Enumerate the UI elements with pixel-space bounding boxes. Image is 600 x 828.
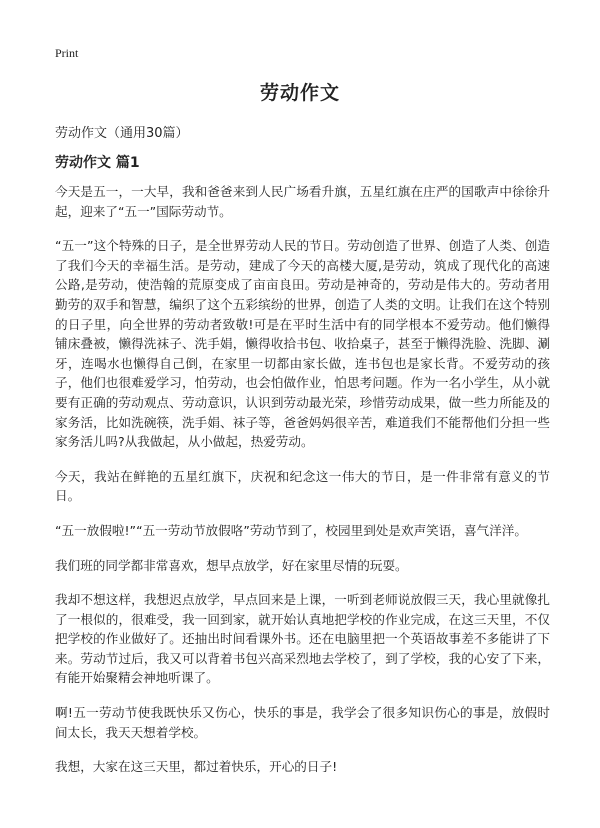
paragraph: “五一放假啦!”“五一劳动节放假咯”劳动节到了，校园里到处是欢声笑语，喜气洋洋。 (55, 522, 527, 538)
paragraph: 我想，大家在这三天里，都过着快乐，开心的日子! (55, 759, 338, 775)
article-title: 劳动作文 (259, 82, 340, 104)
paragraph: 今天是五一，一大早，我和爸爸来到人民广场看升旗，五星红旗在庄严的国歌声中徐徐升起，迎来了“五一”国际劳动节。 (55, 184, 550, 219)
paragraph: 啊!五一劳动节使我既快乐又伤心，快乐的事是，我学会了很多知识伤心的事是，放假时间太长，我天天想着学校。 (55, 705, 550, 740)
article-subtitle: 劳动作文（通用30篇） (55, 126, 189, 141)
paragraph: 我们班的同学都非常喜欢，想早点放学，好在家里尽情的玩耍。 (55, 557, 408, 573)
paragraph: “五一”这个特殊的日子，是全世界劳动人民的节日。劳动创造了世界、创造了人类、创造了我们今天的幸福生活。是劳动，建成了今天的高楼大厦,是劳动，筑成了现代化的高速公路,是劳动，使浩翰的荒原变成了亩亩良田。劳动是神奇的，劳动是伟大的。劳动者用勤劳的双手和智慧，编织了这个五彩缤纷的世界，创造了人类的文明。让我们在这个特别的日子里，向全世界的劳动者致敬!可是在平时生活中有的同学根本不爱劳动。他们懒得铺床叠被，懒得洗袜子、洗手娟，懒得收拾书包、收拾桌子，甚至于懒得洗脸、洗脚、涮牙，连喝水也懒得自己倒，在家里一切都由家长做，连书包也是家长背。不爱劳动的孩子，他们也很难爱学习，怕劳动，也会怕做作业，怕思考问题。作为一名小学生，从小就要有正确的劳动观点、劳动意识，认识到劳动最光荣，珍惜劳动成果，做一些力所能及的家务活，比如洗碗筷，洗手娟、袜子等，爸爸妈妈很辛苦，难道我们不能帮他们分担一些家务活儿吗?从我做起，从小做起，热爱劳动。 (55, 238, 550, 450)
print-link[interactable]: Print (55, 46, 79, 60)
section-heading: 劳动作文 篇1 (55, 155, 140, 171)
paragraph: 今天，我站在鲜艳的五星红旗下，庆祝和纪念这一伟大的节日，是一件非常有意义的节日。 (55, 468, 550, 504)
article-body (55, 182, 550, 792)
paragraph: 我却不想这样，我想迟点放学，早点回来是上课，一听到老师说放假三天，我心里就像扎了一根似的，很难受，我一回到家，就开始认真地把学校的作业完成，在这三天里，不仅把学校的作业做好了。还抽出时间看课外书。还在电脑里把一个英语故事差不多能讲了下来。劳动节过后，我又可以背着书包兴高采烈地去学校了，到了学校，我的心安了下来，有能开始聚精会神地听课了。 (55, 592, 550, 686)
